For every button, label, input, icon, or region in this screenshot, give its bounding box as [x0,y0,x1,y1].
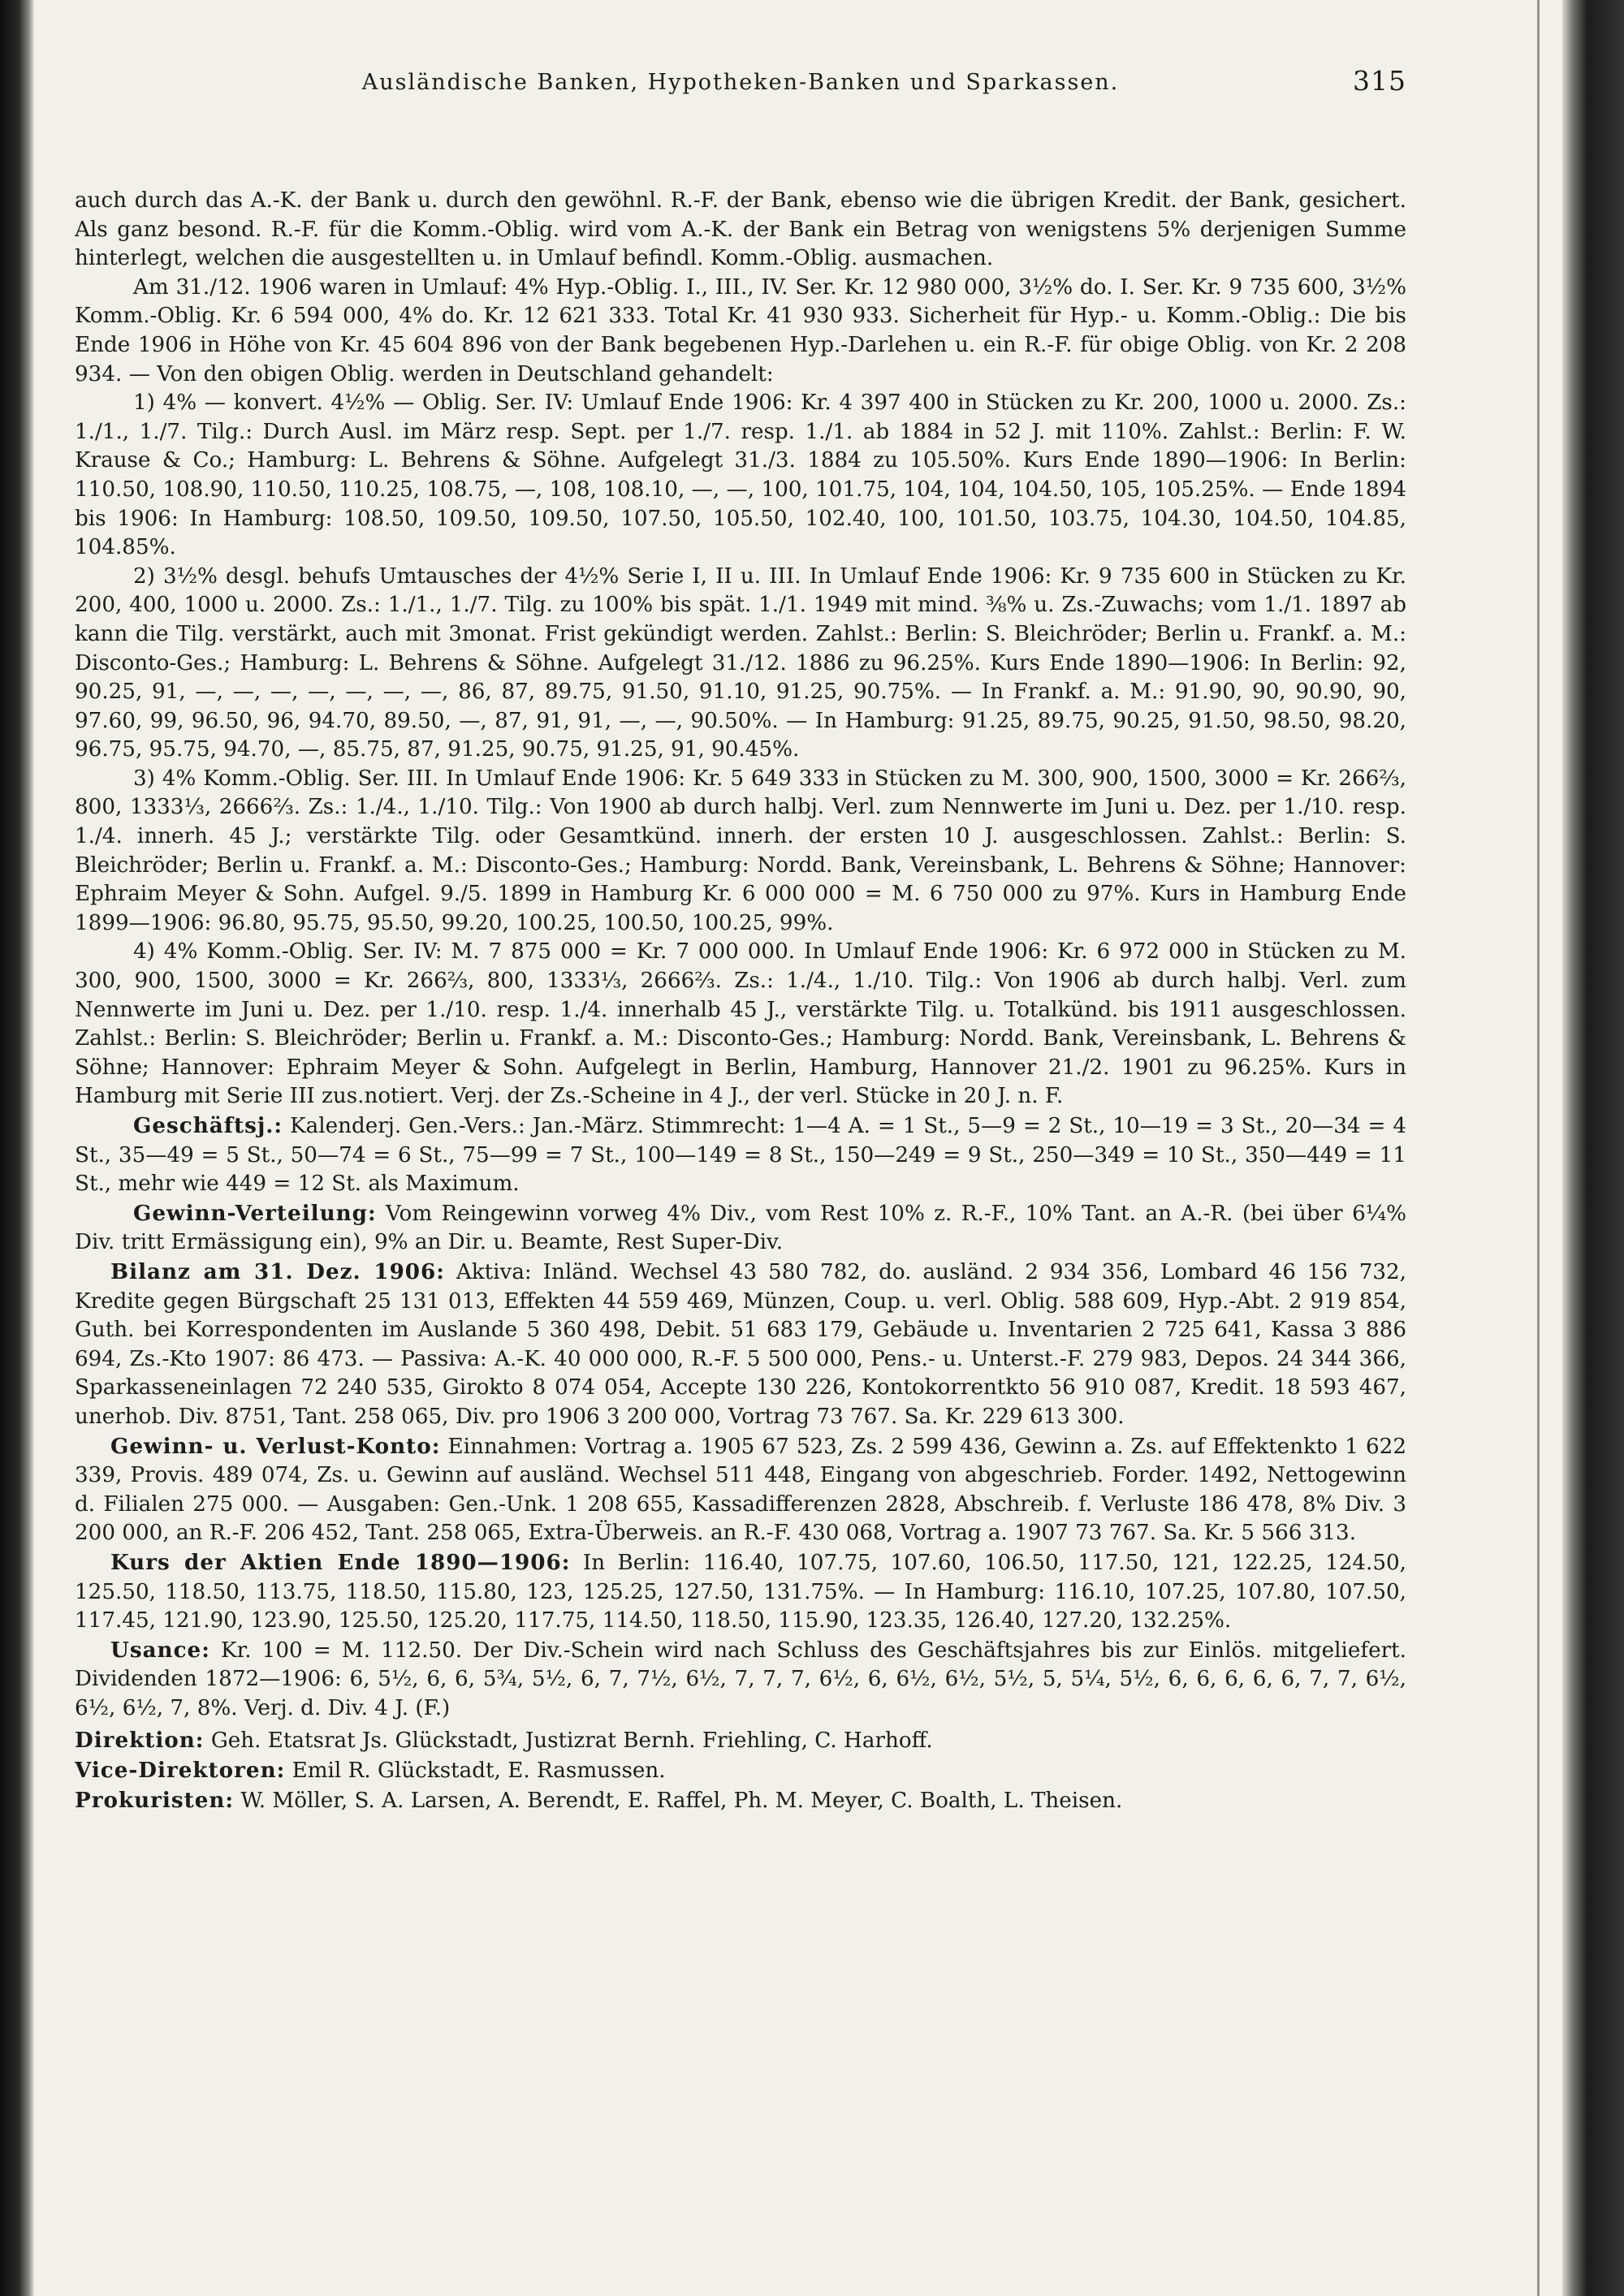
staff-names: Emil R. Glückstadt, E. Rasmussen. [292,1759,666,1784]
staff-label: Prokuristen: [75,1787,235,1813]
staff-names: Geh. Etatsrat Js. Glückstadt, Justizrat Bernh. Friehling, C. Harhoff. [210,1728,933,1754]
scan-edge-right [1562,0,1624,2296]
staff-list [75,1726,1406,1815]
paragraph-oblig-4: 4) 4% Komm.-Oblig. Ser. IV: M. 7 875 000 = Kr. 7 000 000. In Umlauf Ende 1906: Kr. 6 972 000 in Stücken zu M. 300, 900, 1500, 3000 = Kr. 266⅔, 800, 1333⅓, 2666⅔. Zs.: 1./4., 1./10. Tilg.: Von 1906 ab durch halbj. Verl. zum Nennwerte im Juni u. Dez. per 1./10. resp. 1./4. innerhalb 45 J., verstärkte Tilg. u. Totalkünd. bis 1911 ausgeschlossen. Zahlst.: Berlin: S. Bleichröder; Berlin u. Frankf. a. M.: Disconto-Ges.; Hamburg: Nordd. Bank, Vereinsbank, L. Behrens & Söhne; Hannover: Ephraim Meyer & Sohn. Aufgelegt in Berlin, Hamburg, Hannover 21./2. 1901 zu 96.25%. Kurs in Hamburg mit Serie III zus.notiert. Verj. der Zs.-Scheine in 4 J., der verl. Stücke in 20 J. n. F. [75,939,1406,1109]
page-number: 315 [1353,65,1406,97]
staff-names: W. Möller, S. A. Larsen, A. Berendt, E. Raffel, Ph. M. Meyer, C. Boalth, L. Theisen. [240,1788,1123,1813]
scan-inner-rule [1537,0,1540,2296]
section-gewinn-verteilung [75,1199,1406,1258]
section-label: Kurs der Aktien Ende 1890—1906: [110,1549,571,1575]
paragraph-umlauf: Am 31./12. 1906 waren in Umlauf: 4% Hyp.-Oblig. I., III., IV. Ser. Kr. 12 980 000, 3½% do. I. Ser. Kr. 9 735 600, 3½% Komm.-Oblig. Kr. 6 594 000, 4% do. Kr. 12 621 333. Total Kr. 41 930 933. Sicherheit für Hyp.- u. Komm.-Oblig.: Die bis Ende 1906 in Höhe von Kr. 45 604 896 von der Bank begebenen Hyp.-Darlehen u. ein R.-F. für obige Oblig. von Kr. 2 208 934. — Von den obigen Oblig. werden in Deutschland gehandelt: [75,274,1406,386]
section-bilanz [75,1258,1406,1432]
section-gewinn-verlust [75,1432,1406,1548]
running-head [75,52,1406,109]
paragraph-continuation: auch durch das A.-K. der Bank u. durch den gewöhnl. R.-F. der Bank, ebenso wie die übrigen Kredit. der Bank, gesichert. Als ganz besond. R.-F. für die Komm.-Oblig. wird vom A.-K. der Bank ein Betrag von wenigstens 5% derjenigen Summe hinterlegt, welchen die ausgestellten u. in Umlauf befindl. Komm.-Oblig. ausmachen. [75,188,1406,271]
section-text: Einnahmen: Vortrag a. 1905 67 523, Zs. 2 599 436, Gewinn a. Zs. auf Effektenkto 1 622 339, Provis. 489 074, Zs. u. Gewinn auf ausländ. Wechsel 511 448, Eingang von abgeschrieb. Forder. 1492, Nettogewinn d. Filialen 275 000. — Ausgaben: Gen.-Unk. 1 208 655, Kassadifferenzen 2828, Abschreib. f. Verluste 186 478, 8% Div. 3 200 000, an R.-F. 206 452, Tant. 258 065, Extra-Überweis. an R.-F. 430 068, Vortrag a. 1907 73 767. Sa. Kr. 5 566 313. [75,1434,1406,1546]
section-text: Vom Reingewinn vorweg 4% Div., vom Rest 10% z. R.-F., 10% Tant. an A.-R. (bei über 6¼% Div. tritt Ermässigung ein), 9% an Dir. u. Beamte, Rest Super-Div. [75,1201,1406,1255]
body-text [75,187,1406,1815]
document-page [75,52,1406,2260]
section-label: Gewinn- u. Verlust-Konto: [110,1433,441,1459]
section-usance [75,1636,1406,1724]
staff-direktion [75,1726,1406,1756]
section-text: Kr. 100 = M. 112.50. Der Div.-Schein wird nach Schluss des Geschäftsjahres bis zur Einlös. mitgeliefert. Dividenden 1872—1906: 6, 5½, 6, 6, 5¾, 5½, 6, 7, 7½, 6½, 7, 7, 7, 6½, 6, 6½, 6½, 5½, 5, 5¼, 5½, 6, 6, 6, 6, 6, 7, 7, 6½, 6½, 6½, 7, 8%. Verj. d. Div. 4 J. (F.) [75,1638,1406,1720]
staff-prokuristen [75,1786,1406,1816]
staff-label: Direktion: [75,1728,205,1754]
paragraph-oblig-2: 2) 3½% desgl. behufs Umtausches der 4½% Serie I, II u. III. In Umlauf Ende 1906: Kr. 9 735 600 in Stücken zu Kr. 200, 400, 1000 u. 2000. Zs.: 1./1., 1./7. Tilg. zu 100% bis spät. 1./1. 1949 mit mind. ⅜% u. Zs.-Zuwachs; vom 1./1. 1897 ab kann die Tilg. verstärkt, auch mit 3monat. Frist gekündigt werden. Zahlst.: Berlin: S. Bleichröder; Berlin u. Frankf. a. M.: Disconto-Ges.; Hamburg: L. Behrens & Söhne. Aufgelegt 31./12. 1886 zu 96.25%. Kurs Ende 1890—1906: In Berlin: 92, 90.25, 91, —, —, —, —, —, —, —, 86, 87, 89.75, 91.50, 91.10, 91.25, 90.75%. — In Frankf. a. M.: 91.90, 90, 90.90, 90, 97.60, 99, 96.50, 96, 94.70, 89.50, —, 87, 91, 91, —, —, 90.50%. — In Hamburg: 91.25, 89.75, 90.25, 91.50, 98.50, 98.20, 96.75, 95.75, 94.70, —, 85.75, 87, 91.25, 90.75, 91.25, 91, 90.45%. [75,563,1406,762]
section-text: Kalenderj. Gen.-Vers.: Jan.-März. Stimmrecht: 1—4 A. = 1 St., 5—9 = 2 St., 10—19 = 3 St., 20—34 = 4 St., 35—49 = 5 St., 50—74 = 6 St., 75—99 = 7 St., 100—149 = 8 St., 150—249 = 9 St., 250—349 = 10 St., 350—449 = 11 St., mehr wie 449 = 12 St. als Maximum. [75,1114,1406,1197]
section-label: Usance: [110,1637,210,1663]
section-kurs-aktien [75,1548,1406,1636]
section-label: Bilanz am 31. Dez. 1906: [110,1258,445,1284]
scan-edge-left [0,0,34,2296]
section-text: Aktiva: Inländ. Wechsel 43 580 782, do. ausländ. 2 934 356, Lombard 46 156 732, Kredite gegen Bürgschaft 25 131 013, Effekten 44 559 469, Münzen, Coup. u. verl. Oblig. 588 609, Hyp.-Abt. 2 919 854, Guth. bei Korrespondenten im Auslande 5 360 498, Debit. 51 683 179, Gebäude u. Inventarien 2 725 641, Kassa 3 886 694, Zs.-Kto 1907: 86 473. — Passiva: A.-K. 40 000 000, R.-F. 5 500 000, Pens.- u. Unterst.-F. 279 983, Depos. 24 344 366, Sparkasseneinlagen 72 240 535, Girokto 8 074 054, Accepte 130 226, Kontokorrentkto 56 910 087, Kredit. 18 593 467, unerhob. Div. 8751, Tant. 258 065, Div. pro 1906 3 200 000, Vortrag 73 767. Sa. Kr. 229 613 300. [75,1259,1406,1429]
running-title: Ausländische Banken, Hypotheken-Banken und Sparkassen. [361,70,1120,95]
section-label: Gewinn-Verteilung: [133,1200,377,1226]
staff-vice-direktoren [75,1756,1406,1786]
paragraph-oblig-1: 1) 4% — konvert. 4½% — Oblig. Ser. IV: Umlauf Ende 1906: Kr. 4 397 400 in Stücken zu Kr. 200, 1000 u. 2000. Zs.: 1./1., 1./7. Tilg.: Durch Ausl. im März resp. Sept. per 1./7. resp. 1./1. ab 1884 in 52 J. mit 110%. Zahlst.: Berlin: F. W. Krause & Co.; Hamburg: L. Behrens & Söhne. Aufgelegt 31./3. 1884 zu 105.50%. Kurs Ende 1890—1906: In Berlin: 110.50, 108.90, 110.50, 110.25, 108.75, —, 108, 108.10, —, —, 100, 101.75, 104, 104, 104.50, 105, 105.25%. — Ende 1894 bis 1906: In Hamburg: 108.50, 109.50, 109.50, 107.50, 105.50, 102.40, 100, 101.50, 103.75, 104.30, 104.50, 104.85, 104.85%. [75,391,1406,560]
section-text: In Berlin: 116.40, 107.75, 107.60, 106.50, 117.50, 121, 122.25, 124.50, 125.50, 118.50, 113.75, 118.50, 115.80, 123, 125.25, 127.50, 131.75%. — In Hamburg: 116.10, 107.25, 107.80, 107.50, 117.45, 121.90, 123.90, 125.50, 125.20, 117.75, 114.50, 118.50, 115.90, 123.35, 126.40, 127.20, 132.25%. [75,1550,1406,1634]
staff-label: Vice-Direktoren: [75,1758,286,1784]
paragraph-oblig-3: 3) 4% Komm.-Oblig. Ser. III. In Umlauf Ende 1906: Kr. 5 649 333 in Stücken zu M. 300, 900, 1500, 3000 = Kr. 266⅔, 800, 1333⅓, 2666⅔. Zs.: 1./4., 1./10. Tilg.: Von 1900 ab durch halbj. Verl. zum Nennwerte im Juni u. Dez. per 1./10. resp. 1./4. innerh. 45 J.; verstärkte Tilg. oder Gesamtkünd. innerh. der ersten 10 J. ausgeschlossen. Zahlst.: Berlin: S. Bleichröder; Berlin u. Frankf. a. M.: Disconto-Ges.; Hamburg: Nordd. Bank, Vereinsbank, L. Behrens & Söhne; Hannover: Ephraim Meyer & Sohn. Aufgel. 9./5. 1899 in Hamburg Kr. 6 000 000 = M. 6 750 000 zu 97%. Kurs in Hamburg Ende 1899—1906: 96.80, 95.75, 95.50, 99.20, 100.25, 100.50, 100.25, 99%. [75,766,1406,935]
section-label: Geschäftsj.: [133,1113,283,1138]
section-geschaeftsjahr [75,1111,1406,1199]
